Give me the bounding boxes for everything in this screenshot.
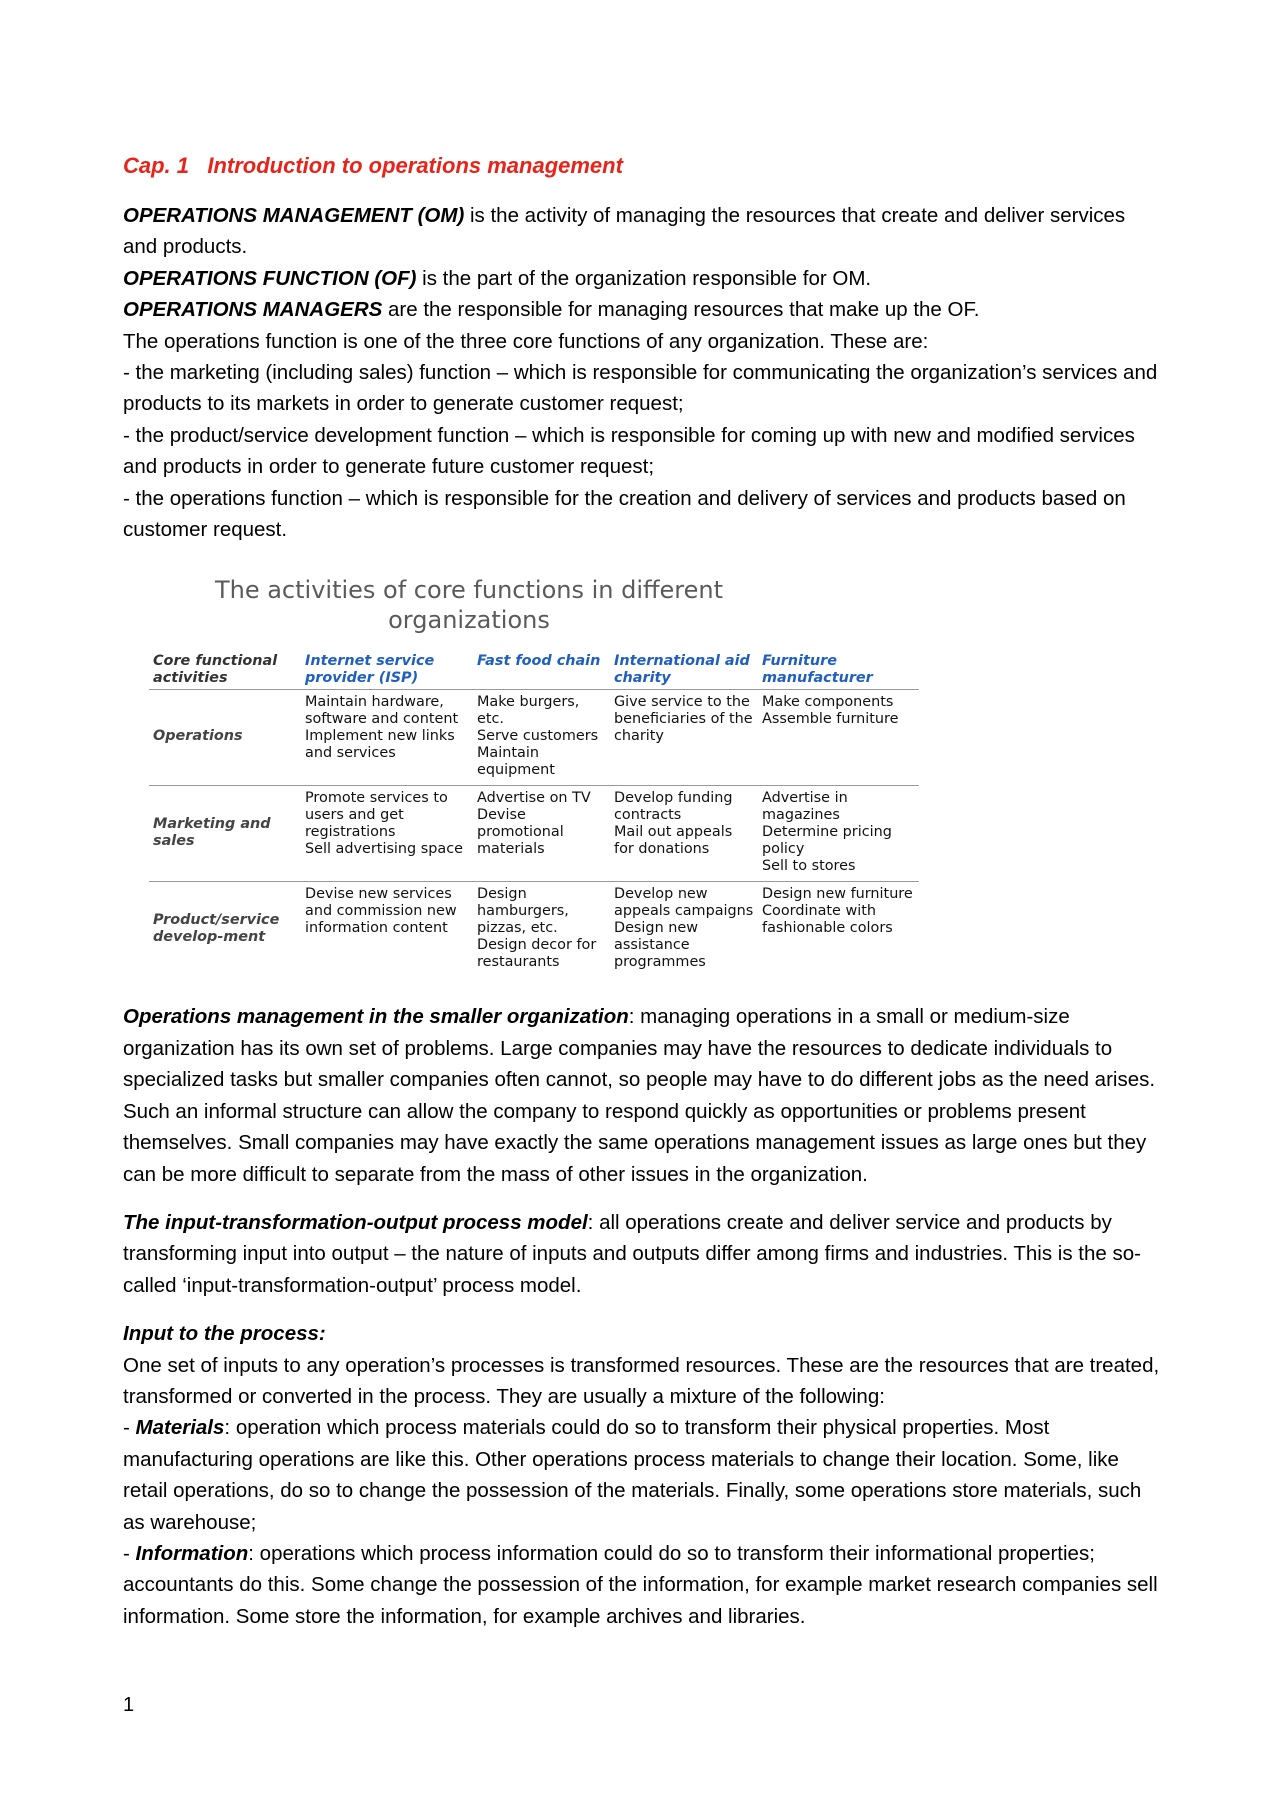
cell-line: Give service to the beneficiaries of the charity (614, 694, 753, 745)
row-header: Product/service develop-ment (153, 911, 280, 945)
cell-line: Design new assistance programmes (614, 920, 706, 971)
itop-text: : all operations create and deliver service and products by transforming input into output – the nature of inputs and outputs differ among firms and industries. This is the so-called ‘input-transformation-output’ process model. (123, 1210, 1141, 1297)
term-managers: OPERATIONS MANAGERS (123, 298, 383, 322)
input-heading-text: Input to the process: (123, 1322, 326, 1346)
cell-line: Sell to stores (762, 858, 856, 875)
cell-line: Assemble furniture (762, 711, 899, 728)
intro-line-of (123, 263, 1163, 294)
figure-title-line-1: The activities of core functions in different (214, 576, 724, 605)
cell-line: Promote services to users and get registrations (305, 790, 448, 841)
information-term: Information (135, 1541, 249, 1565)
development-function-text: - the product/service development function – which is responsible for coming up with new and modified services and products in order to generate future customer request; (123, 423, 1135, 479)
cell-line: Make components (762, 694, 894, 711)
operations-function-text: - the operations function – which is responsible for the creation and delivery of services and products based on customer request. (123, 486, 1126, 542)
cell-line: Coordinate with fashionable colors (762, 903, 893, 937)
intro-line-core (123, 326, 1163, 357)
input-heading (123, 1318, 1163, 1349)
table-cell (301, 690, 473, 786)
cell-line: Serve customers (477, 728, 599, 745)
table-cell (610, 882, 758, 978)
intro-line-marketing (123, 357, 1163, 420)
table-row (149, 690, 919, 786)
cell-line: Devise promotional materials (477, 807, 564, 858)
materials-term: Materials (135, 1416, 225, 1440)
cell-line: Mail out appeals for donations (614, 824, 733, 858)
table-cell (301, 786, 473, 882)
cell-line: Maintain equipment (477, 745, 555, 779)
table-cell (473, 690, 610, 786)
information-text: : operations which process information could do so to transform their informational properties; accountants do this. Some change the possession of the information, for example market research companies sell information. Some store the information, for example archives and libraries. (123, 1541, 1158, 1628)
table-cell (758, 786, 919, 882)
materials-item (123, 1412, 1163, 1538)
smaller-org-term: Operations management in the smaller organization (123, 1005, 629, 1029)
page-number: 1 (123, 1694, 135, 1716)
cell-line: Devise new services and commission new information content (305, 886, 457, 937)
cell-line: Maintain hardware, software and content (305, 694, 459, 728)
figure-title-line-2: organizations (388, 606, 550, 635)
column-header: Fast food chain (473, 653, 610, 690)
table-cell (758, 882, 919, 978)
cell-line: Design hamburgers, pizzas, etc. (477, 886, 569, 937)
chapter-heading: Cap. 1 Introduction to operations management (123, 153, 623, 178)
table-cell (473, 786, 610, 882)
column-header: Core functional activities (149, 653, 301, 690)
itop-paragraph (123, 1207, 1163, 1301)
information-prefix: - (123, 1541, 136, 1565)
column-header: Furniture manufacturer (758, 653, 919, 690)
materials-text: : operation which process materials could do so to transform their physical properties. Most manufacturing operations are like this. Other operations process materials to change their location. Some, like retail operations, do so to change the possession of the materials. Finally, some operations store materials, such as warehouse; (123, 1416, 1142, 1534)
table-cell (610, 690, 758, 786)
document-page (123, 152, 1163, 1632)
intro-line-development (123, 420, 1163, 483)
table-cell (758, 690, 919, 786)
intro-line-managers (123, 294, 1163, 325)
core-functions-table (149, 653, 919, 977)
core-functions-text: The operations function is one of the three core functions of any organization. These are: (123, 329, 929, 353)
figure-title (149, 575, 759, 635)
table-row (149, 882, 919, 978)
input-intro: One set of inputs to any operation’s processes is transformed resources. These are the resources that are treated, transformed or converted in the process. They are usually a mixture of the following: (123, 1353, 1160, 1408)
term-om: OPERATIONS MANAGEMENT (OM) (123, 204, 465, 227)
cell-line: Sell advertising space (305, 841, 463, 858)
cell-line: Develop funding contracts (614, 790, 733, 824)
definition-of: is the part of the organization responsible for OM. (416, 266, 872, 290)
cell-line: Implement new links and services (305, 728, 455, 762)
definition-om: is the activity of managing the resources that create and deliver services and products. (123, 204, 1126, 259)
cell-line: Advertise on TV (477, 790, 591, 807)
marketing-function-text: - the marketing (including sales) function – which is responsible for communicating the organization’s services and products to its markets in order to generate customer request; (123, 361, 1158, 416)
term-of: OPERATIONS FUNCTION (OF) (123, 266, 417, 290)
row-header: Operations (149, 690, 301, 786)
cell-line: Design new furniture (762, 886, 913, 903)
table-cell (473, 882, 610, 978)
row-header: Marketing and sales (149, 786, 301, 882)
smaller-org-text: : managing operations in a small or medium-size organization has its own set of problems. Large companies may have the resources to dedicate individuals to specialized tasks but smaller companies often cannot, so people may have to do different jobs as the need arises. Such an informal structure can allow the company to respond quickly as opportunities or problems present themselves. Small companies may have exactly the same operations management issues as large ones but they can be more difficult to separate from the mass of other issues in the organization. (123, 1005, 1156, 1186)
column-header: Internet service provider (ISP) (301, 653, 473, 690)
intro-line-om (123, 200, 1163, 263)
table-header-row (149, 653, 919, 690)
intro-line-operations (123, 483, 1163, 546)
materials-prefix: - (123, 1416, 136, 1440)
intro-block (123, 200, 1163, 545)
table-row (149, 786, 919, 882)
column-header: International aid charity (610, 653, 758, 690)
information-item (123, 1538, 1163, 1632)
table-cell (610, 786, 758, 882)
itop-term: The input-transformation-output process model (123, 1210, 588, 1234)
cell-line: Design decor for restaurants (477, 937, 597, 971)
cell-line: Make burgers, etc. (477, 694, 580, 728)
smaller-org-paragraph (123, 1001, 1163, 1189)
cell-line: Develop new appeals campaigns (614, 886, 754, 920)
definition-managers: are the responsible for managing resources that make up the OF. (382, 298, 980, 322)
table-cell (301, 882, 473, 978)
core-functions-figure (149, 575, 919, 977)
cell-line: Determine pricing policy (762, 824, 892, 858)
cell-line: Advertise in magazines (762, 790, 848, 824)
